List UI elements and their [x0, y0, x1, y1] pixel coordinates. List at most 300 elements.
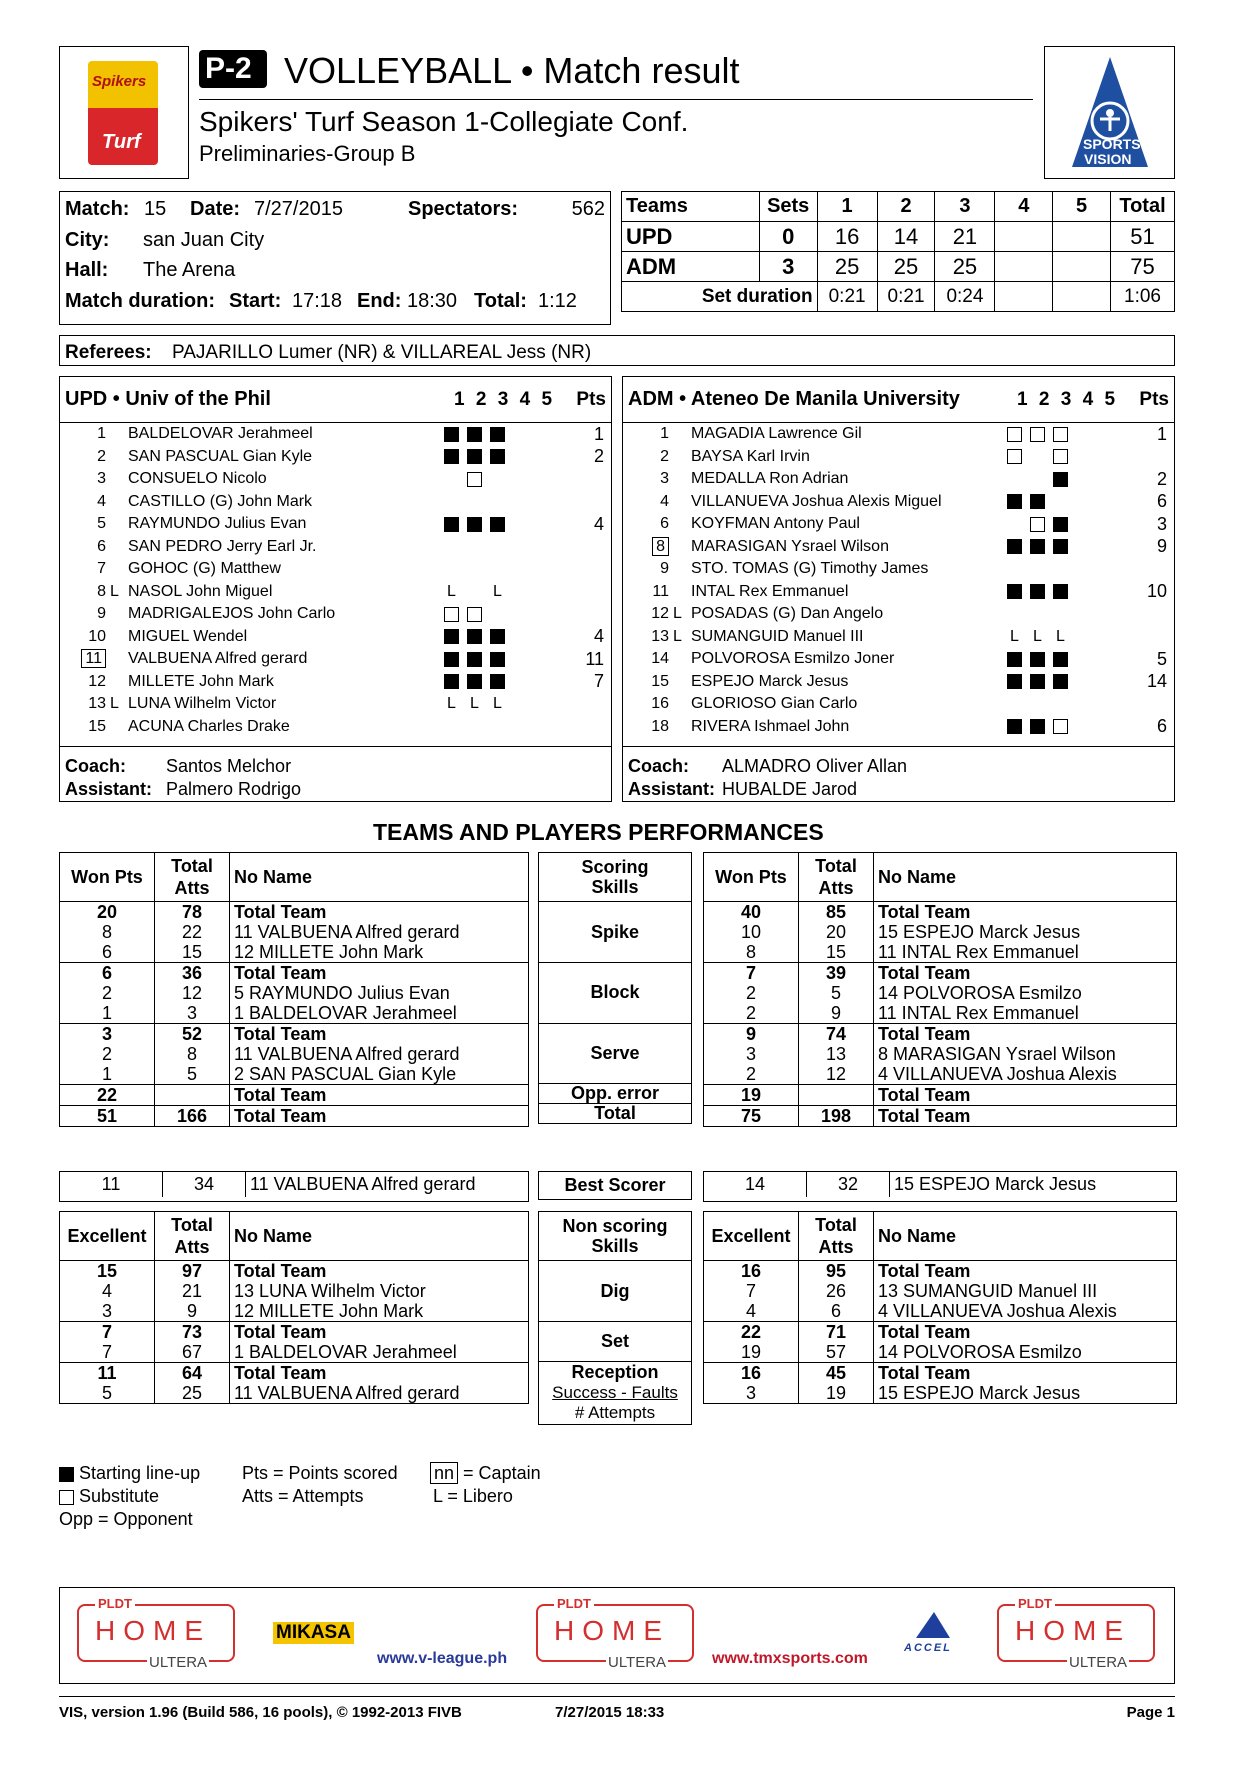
footer-rule [59, 1696, 1175, 1697]
best-scorer-attempts: 32 [807, 1172, 890, 1197]
player-name: SUMANGUID Manuel III [691, 627, 864, 645]
perf-row [704, 1024, 1176, 1045]
end-label: End: [357, 290, 402, 312]
perf-name: 11 VALBUENA Alfred gerard [230, 922, 529, 942]
player-row [623, 648, 1173, 671]
set-header: 4 [519, 389, 531, 410]
player-number-cell [60, 581, 110, 604]
player-points: 1 [1156, 423, 1167, 444]
perf-attempts: 26 [799, 1281, 874, 1301]
perf-name: Total Team [874, 1322, 1177, 1343]
perf-attempts: 9 [155, 1301, 230, 1322]
best-scorer-right [703, 1171, 1177, 1202]
perf-value: 2 [101, 983, 112, 1003]
perf-value: 22 [704, 1322, 799, 1343]
perf-name: 11 INTAL Rex Emmanuel [874, 942, 1177, 963]
substitute-square-icon [1007, 449, 1022, 464]
perf-attempts: 12 [155, 983, 230, 1003]
perf-row [704, 1064, 1176, 1085]
player-number-cell [60, 626, 110, 649]
results-header-set5: 5 [1053, 192, 1111, 222]
skills-groups [538, 901, 692, 1124]
pldt-home-logo-1 [77, 1596, 237, 1674]
player-name: GLORIOSO Gian Carlo [691, 695, 858, 713]
perf-header: Won Pts [71, 867, 143, 887]
perf-attempts: 78 [155, 902, 230, 923]
results-row-upd [622, 222, 1175, 252]
perf-value: 51 [60, 1106, 155, 1127]
perf-value: 11 [60, 1363, 155, 1384]
libero-marker [110, 626, 128, 649]
substitute-square-icon [1053, 427, 1068, 442]
skill-subtitle: Success - Faults [552, 1383, 678, 1403]
player-number-cell [623, 423, 673, 446]
results-header-teams: Teams [622, 192, 760, 222]
perf-header-row [704, 1212, 1176, 1261]
player-name: POLVOROSA Esmilzo Joner [691, 650, 895, 668]
player-number: 16 [651, 695, 669, 713]
player-name: MAGADIA Lawrence Gil [691, 425, 862, 443]
best-scorer-points: 14 [744, 1174, 766, 1194]
city-value: san Juan City [143, 229, 265, 251]
perf-name: 1 BALDELOVAR Jerahmeel [230, 1003, 529, 1024]
player-points [564, 491, 610, 514]
starting-square-icon [1030, 674, 1045, 689]
results-header-total: Total [1111, 192, 1175, 222]
perf-value: 5 [101, 1383, 112, 1403]
doc-badge-label: P-2 [205, 52, 252, 85]
starting-square-icon [490, 449, 505, 464]
match-info-box [59, 191, 611, 325]
hall-label: Hall: [65, 259, 109, 281]
perf-row [60, 942, 528, 963]
perf-row [60, 922, 528, 942]
set-header: 3 [497, 389, 509, 410]
starting-square-icon [444, 629, 459, 644]
total-value: 1:12 [538, 290, 577, 312]
skill-name: Total [594, 1103, 636, 1124]
skill-name: Opp. error [570, 1082, 659, 1103]
duration-label: Match duration: [65, 290, 215, 312]
spikers-turf-logo [88, 61, 158, 165]
player-row [623, 693, 1173, 716]
skill-name: Serve [590, 1042, 640, 1063]
skill-name: Spike [590, 921, 640, 942]
perf-name: 12 MILLETE John Mark [230, 942, 529, 963]
player-row [60, 603, 610, 626]
player-name: VILLANUEVA Joshua Alexis Miguel [691, 492, 942, 510]
player-row [60, 423, 610, 446]
skill-cell [539, 1023, 691, 1083]
starting-square-icon [467, 652, 482, 667]
set-header: 5 [1104, 389, 1116, 410]
perf-row [704, 1322, 1176, 1343]
results-set-score [1053, 222, 1111, 252]
set-header: 1 [454, 389, 465, 410]
player-points [564, 603, 610, 626]
libero-set-marker: L [447, 582, 456, 600]
perf-value: 4 [101, 1281, 112, 1301]
perf-value: 16 [704, 1261, 799, 1282]
home-label: HOME [1015, 1615, 1131, 1646]
perf-row [704, 902, 1176, 923]
player-name: LUNA Wilhelm Victor [128, 695, 277, 713]
perf-attempts: 73 [155, 1322, 230, 1343]
starting-square-icon [444, 427, 459, 442]
perf-header: No Name [874, 853, 1177, 902]
legend-captain-text: = Captain [463, 1463, 541, 1483]
player-number-cell [60, 716, 110, 739]
perf-value: 7 [704, 963, 799, 984]
player-points: 1 [593, 423, 604, 444]
starting-square-icon [444, 652, 459, 667]
libero-marker [110, 446, 128, 469]
player-row [60, 716, 610, 739]
player-number-cell [60, 536, 110, 559]
libero-set-marker: L [493, 582, 502, 600]
starting-square-icon [1053, 517, 1068, 532]
total-duration: 1:06 [1111, 282, 1175, 312]
set-duration: 0:24 [935, 282, 995, 312]
starting-square-icon [467, 674, 482, 689]
starting-square-icon [1007, 584, 1022, 599]
player-number-cell [623, 558, 673, 581]
captain-number: 8 [652, 537, 669, 556]
start-label: Start: [229, 290, 282, 312]
libero-marker: L [673, 627, 682, 645]
results-sets: 0 [759, 222, 817, 252]
perf-attempts: 3 [155, 1003, 230, 1024]
starting-square-icon [1007, 652, 1022, 667]
perf-row [704, 963, 1176, 984]
player-number-cell [60, 603, 110, 626]
player-number-cell [60, 468, 110, 491]
perf-name: 12 MILLETE John Mark [230, 1301, 529, 1322]
player-points [1127, 558, 1173, 581]
skills-header: Non scoring Skills [538, 1211, 692, 1261]
results-set-score: 25 [877, 252, 935, 282]
referees-label: Referees: [65, 342, 152, 363]
libero-set-marker: L [470, 695, 479, 713]
player-sets [1007, 446, 1127, 469]
player-name: BAYSA Karl Irvin [691, 447, 810, 465]
player-points: 3 [1156, 513, 1167, 534]
perf-attempts: 74 [799, 1024, 874, 1045]
set-duration-label: Set duration [622, 282, 818, 312]
perf-value: 10 [740, 922, 762, 942]
set-duration [1053, 282, 1111, 312]
player-sets [444, 648, 564, 671]
perf-row [60, 1003, 528, 1024]
player-sets [444, 513, 564, 536]
city-label: City: [65, 229, 110, 251]
player-number-cell [623, 716, 673, 739]
libero-marker [110, 536, 128, 559]
player-sets [1007, 693, 1127, 716]
coach-name: Santos Melchor [166, 756, 292, 776]
player-sets [444, 671, 564, 694]
player-name: BALDELOVAR Jerahmeel [128, 425, 313, 443]
skill-cell [539, 1321, 691, 1361]
footer-datetime: 7/27/2015 18:33 [555, 1704, 665, 1721]
date-label: Date: [190, 198, 241, 220]
starting-square-icon [490, 674, 505, 689]
player-sets [444, 468, 564, 491]
set-header: 2 [475, 389, 487, 410]
player-row [623, 536, 1173, 559]
team-a-rule-bottom [60, 746, 611, 747]
legend-pts: Pts = Points scored [242, 1463, 398, 1483]
legend-captain [430, 1463, 541, 1484]
player-name: MARASIGAN Ysrael Wilson [691, 537, 889, 555]
results-set-score: 25 [817, 252, 877, 282]
player-row [623, 491, 1173, 514]
libero-marker: L [673, 605, 682, 623]
ultera-label: ULTERA [1069, 1654, 1128, 1671]
results-header-set3: 3 [935, 192, 995, 222]
player-number-cell [60, 648, 110, 671]
player-points: 4 [593, 626, 604, 647]
starting-square-icon [467, 427, 482, 442]
perf-row [704, 1363, 1176, 1384]
starting-square-icon [1053, 539, 1068, 554]
libero-marker [673, 693, 691, 716]
competition-name: Spikers' Turf Season 1-Collegiate Conf. [199, 106, 689, 137]
perf-value: 6 [101, 942, 112, 962]
referees-value: PAJARILLO Lumer (NR) & VILLAREAL Jess (NR) [172, 342, 592, 363]
libero-marker [110, 491, 128, 514]
libero-set-marker: L [493, 695, 502, 713]
player-name: ESPEJO Marck Jesus [691, 672, 849, 690]
perf-name: 14 POLVOROSA Esmilzo [874, 1342, 1177, 1363]
player-name: GOHOC (G) Matthew [128, 560, 281, 578]
player-row [623, 581, 1173, 604]
player-points: 11 [585, 648, 604, 669]
team-b-pts-header: Pts [1139, 389, 1169, 410]
player-number: 6 [97, 537, 106, 555]
player-points: 6 [1156, 491, 1167, 512]
set-header: 3 [1060, 389, 1072, 410]
title-rule [199, 99, 1033, 100]
perf-row [704, 942, 1176, 963]
player-row [623, 671, 1173, 694]
player-number: 15 [88, 717, 106, 735]
perf-name: 11 INTAL Rex Emmanuel [874, 1003, 1177, 1024]
player-number-cell [623, 603, 673, 626]
starting-square-icon [1030, 719, 1045, 734]
perf-header: Total Atts [799, 1212, 874, 1261]
assistant-name: Palmero Rodrigo [166, 779, 302, 799]
player-sets [1007, 513, 1127, 536]
player-sets [444, 491, 564, 514]
best-scorer-name: 15 ESPEJO Marck Jesus [890, 1172, 1177, 1197]
player-row [623, 513, 1173, 536]
perf-name: Total Team [230, 1024, 529, 1045]
assistant-label: Assistant: [65, 779, 153, 799]
perf-header: No Name [230, 853, 529, 902]
player-name: ACUNA Charles Drake [128, 717, 290, 735]
perf-value: 7 [101, 1342, 112, 1362]
perf-name: Total Team [874, 1085, 1177, 1106]
perf-row [60, 963, 528, 984]
left-logo-box [59, 46, 189, 179]
perf-value: 3 [745, 1383, 756, 1403]
perf-attempts: 15 [155, 942, 230, 963]
player-row [60, 536, 610, 559]
player-name: RIVERA Ishmael John [691, 717, 850, 735]
home-label: HOME [554, 1615, 670, 1646]
perf-value: 2 [101, 1044, 112, 1064]
libero-set-marker: L [447, 695, 456, 713]
perf-attempts: 67 [155, 1342, 230, 1363]
perf-name: 8 MARASIGAN Ysrael Wilson [874, 1044, 1177, 1064]
perf-value: 7 [745, 1281, 756, 1301]
best-scorer-left [59, 1171, 529, 1202]
perf-attempts: 8 [155, 1044, 230, 1064]
player-row [623, 423, 1173, 446]
player-name: SAN PEDRO Jerry Earl Jr. [128, 537, 317, 555]
perf-name: 14 POLVOROSA Esmilzo [874, 983, 1177, 1003]
perf-attempts: 198 [799, 1106, 874, 1127]
perf-attempts: 5 [155, 1064, 230, 1085]
libero-marker [673, 423, 691, 446]
player-sets [1007, 491, 1127, 514]
perf-name: 13 LUNA Wilhelm Victor [230, 1281, 529, 1301]
perf-attempts: 6 [799, 1301, 874, 1322]
accel-label: ACCEL [904, 1642, 952, 1654]
accel-icon [912, 1610, 952, 1640]
starting-square-icon [1030, 584, 1045, 599]
substitute-square-icon [444, 607, 459, 622]
perf-attempts: 25 [155, 1383, 230, 1403]
skills-header: Scoring Skills [538, 852, 692, 902]
match-date: 7/27/2015 [254, 198, 343, 220]
perf-row [60, 1044, 528, 1064]
player-name: STO. TOMAS (G) Timothy James [691, 560, 929, 578]
results-header-row [622, 192, 1175, 222]
starting-square-icon [490, 629, 505, 644]
starting-square-icon [490, 427, 505, 442]
player-number-cell [60, 491, 110, 514]
skill-cell [539, 1261, 691, 1321]
skill-cell [539, 1083, 691, 1103]
player-points: 9 [1156, 536, 1167, 557]
team-a-set-headers [454, 389, 552, 411]
libero-marker [673, 558, 691, 581]
player-number: 18 [651, 717, 669, 735]
player-row [623, 626, 1173, 649]
player-number-cell [60, 513, 110, 536]
perf-name: Total Team [230, 1085, 529, 1106]
spectators-value: 562 [571, 198, 605, 220]
results-table [621, 191, 1175, 312]
player-name: CASTILLO (G) John Mark [128, 492, 313, 510]
starting-square-icon [1030, 652, 1045, 667]
perf-row [60, 1281, 528, 1301]
captain-number: 11 [81, 649, 106, 668]
perf-row [704, 983, 1176, 1003]
perf-row [704, 922, 1176, 942]
player-points: 4 [593, 513, 604, 534]
starting-square-icon [444, 517, 459, 532]
player-sets [1007, 468, 1127, 491]
perf-value: 2 [745, 1003, 756, 1023]
perf-header: Excellent [711, 1226, 791, 1246]
perf-value: 2 [745, 983, 756, 1003]
player-row [60, 513, 610, 536]
perf-attempts: 39 [799, 963, 874, 984]
player-sets [444, 626, 564, 649]
perf-attempts: 13 [799, 1044, 874, 1064]
player-name: RAYMUNDO Julius Evan [128, 515, 307, 533]
player-points [564, 693, 610, 716]
perf-name: 11 VALBUENA Alfred gerard [230, 1044, 529, 1064]
perf-row [704, 1085, 1176, 1106]
results-set-score [995, 222, 1053, 252]
libero-marker [673, 648, 691, 671]
substitute-square-icon [1053, 719, 1068, 734]
perf-row [704, 1106, 1176, 1127]
tmx-link: www.tmxsports.com [712, 1650, 868, 1667]
perf-row [704, 1342, 1176, 1363]
results-set-score [1053, 252, 1111, 282]
legend [59, 1461, 619, 1531]
player-sets [444, 603, 564, 626]
player-number: 14 [651, 650, 669, 668]
coach-label: Coach: [65, 756, 127, 776]
player-number: 4 [660, 492, 669, 510]
starting-square-icon [444, 674, 459, 689]
skill-name: Set [600, 1331, 629, 1352]
scoring-right-table [703, 852, 1177, 1127]
legend-substitute [59, 1486, 159, 1507]
player-number: 13 [651, 627, 669, 645]
player-number: 2 [660, 447, 669, 465]
player-number-cell [623, 671, 673, 694]
player-sets [1007, 581, 1127, 604]
player-points [564, 536, 610, 559]
player-number-cell [60, 446, 110, 469]
set-header: 1 [1017, 389, 1028, 410]
captain-box-icon: nn [430, 1462, 458, 1484]
perf-value: 19 [704, 1085, 799, 1106]
skill-cell [539, 1361, 691, 1423]
player-points [564, 716, 610, 739]
player-row [60, 491, 610, 514]
perf-name: 15 ESPEJO Marck Jesus [874, 1383, 1177, 1403]
team-b-roster [623, 423, 1173, 738]
set-duration: 0:21 [817, 282, 877, 312]
skill-name: Reception [571, 1362, 659, 1383]
perf-name: 11 VALBUENA Alfred gerard [230, 1383, 529, 1403]
best-scorer-attempts: 34 [163, 1172, 246, 1197]
perf-name: Total Team [874, 1261, 1177, 1282]
libero-marker [673, 671, 691, 694]
results-header-sets: Sets [759, 192, 817, 222]
perf-attempts: 166 [155, 1106, 230, 1127]
starting-square-icon [467, 629, 482, 644]
substitute-square-icon [1007, 427, 1022, 442]
results-header-set4: 4 [995, 192, 1053, 222]
player-row [60, 693, 610, 716]
vleague-link: www.v-league.ph [377, 1650, 508, 1667]
nonscoring-right-table [703, 1211, 1177, 1404]
perf-name: Total Team [230, 902, 529, 923]
set-header: 2 [1038, 389, 1050, 410]
player-number: 10 [88, 627, 106, 645]
starting-square-icon [1053, 652, 1068, 667]
results-set-score [995, 252, 1053, 282]
